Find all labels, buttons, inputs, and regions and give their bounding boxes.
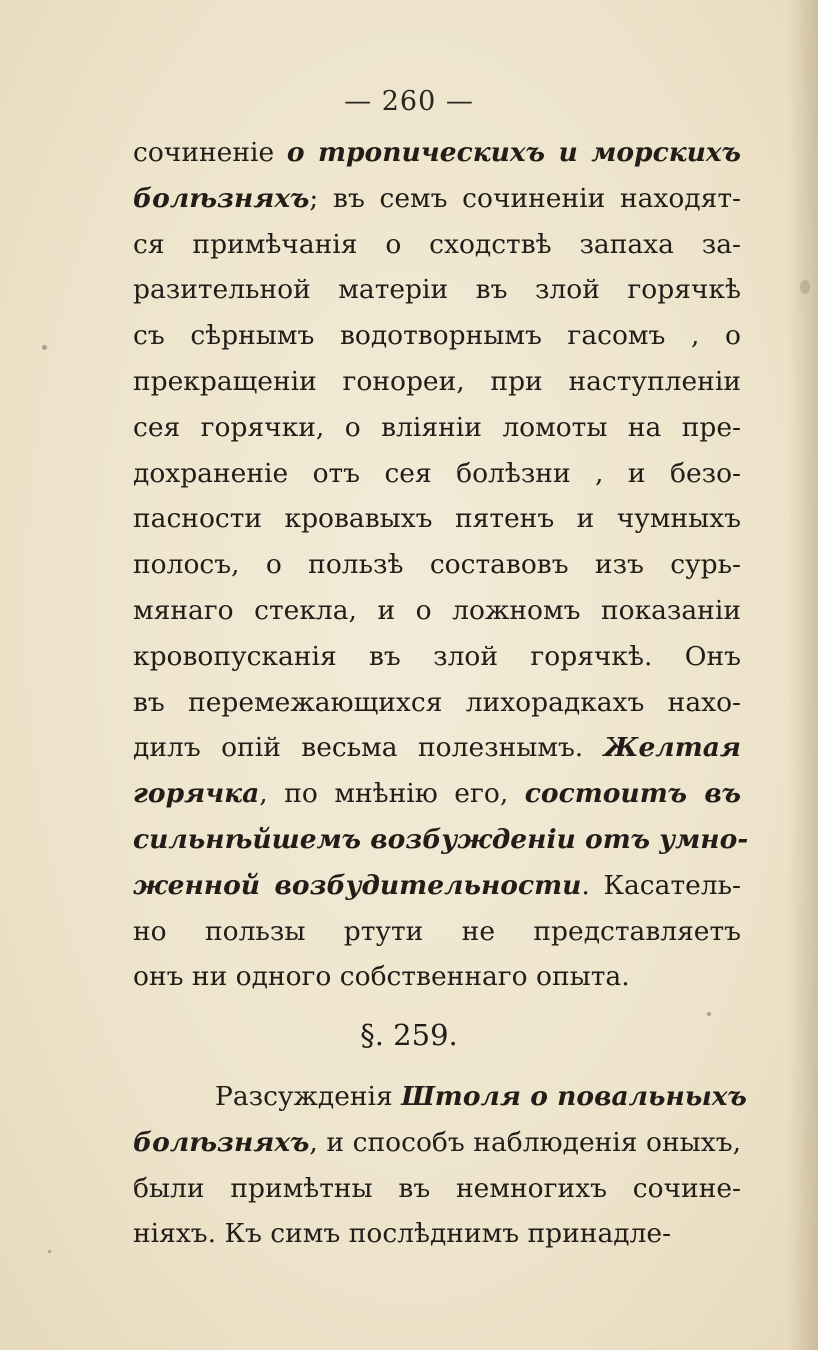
text-segment: . Касатель-	[581, 869, 742, 901]
text-segment: Разсужденія	[215, 1081, 402, 1112]
text-line	[133, 863, 741, 909]
paper-speck	[48, 1250, 51, 1253]
page-number: — 260 —	[344, 86, 474, 117]
text-line	[133, 954, 741, 1000]
text-line	[133, 405, 741, 451]
italic-text: болѣзняхъ	[133, 1126, 310, 1158]
text-segment: были примѣтны въ немногихъ сочине-	[133, 1172, 741, 1204]
text-line	[133, 1166, 741, 1212]
paragraph-1	[133, 130, 749, 1000]
text-line	[133, 1074, 747, 1120]
paper-speck	[42, 345, 47, 350]
text-line	[133, 496, 741, 542]
text-line	[133, 725, 741, 771]
text-segment: въ перемежающихся лихорадкахъ нахо-	[133, 686, 741, 718]
text-line	[133, 817, 749, 863]
text-line	[133, 588, 741, 634]
paper-speck	[707, 1012, 711, 1016]
text-line	[133, 1211, 741, 1257]
text-line	[133, 359, 741, 405]
text-segment: пасности кровавыхъ пятенъ и чумныхъ	[133, 503, 741, 535]
paper-speck	[800, 280, 810, 294]
text-segment: дохраненіе отъ сея болѣзни , и безо-	[133, 457, 741, 489]
text-line	[133, 222, 741, 268]
italic-text: сильнѣйшемъ возбужденіи отъ умно-	[133, 823, 749, 855]
paragraph-2	[133, 1074, 747, 1257]
italic-text: о тропическихъ и морскихъ	[286, 137, 741, 168]
text-line	[133, 771, 741, 817]
text-line	[133, 176, 741, 222]
italic-text: женной возбудительности	[133, 869, 582, 901]
section-heading: §. 259.	[360, 1018, 458, 1052]
italic-text: Желтая	[603, 732, 741, 764]
text-segment: но пользы ртути не представляетъ	[133, 915, 741, 947]
text-line	[133, 909, 741, 955]
text-line	[133, 313, 741, 359]
text-line	[133, 680, 741, 726]
text-line	[133, 451, 741, 497]
text-line	[133, 542, 741, 588]
text-segment: мянаго стекла, и о ложномъ показаніи	[133, 594, 741, 626]
text-segment: дилъ опій весьма полезнымъ.	[133, 732, 604, 764]
text-segment: онъ ни одного собственнаго опыта.	[133, 961, 630, 993]
italic-text: состоитъ въ	[524, 778, 741, 810]
italic-text: Штоля о повальныхъ	[401, 1081, 747, 1112]
text-segment: съ сѣрнымъ водотворнымъ гасомъ , о	[133, 320, 741, 352]
page-edge-shadow	[788, 0, 818, 1350]
text-segment: , по мнѣнію его,	[259, 778, 525, 810]
text-line	[133, 267, 741, 313]
text-segment: полосъ, о пользѣ составовъ изъ сурь-	[133, 549, 741, 581]
text-segment: сея горячки, о вліяніи ломоты на пре-	[133, 411, 741, 443]
italic-text: болѣзняхъ	[133, 182, 310, 214]
text-segment: сочиненіе	[133, 137, 287, 168]
text-segment: кровопусканія въ злой горячкѣ. Онъ	[133, 640, 741, 672]
text-segment: разительной матеріи въ злой горячкѣ	[133, 274, 741, 306]
text-line	[133, 634, 741, 680]
text-line	[133, 130, 741, 176]
text-segment: ; въ семъ сочиненіи находят-	[309, 182, 741, 214]
text-segment: прекращеніи гонореи, при наступленіи	[133, 365, 741, 397]
text-segment: , и способъ наблюденія оныхъ,	[309, 1126, 741, 1158]
text-segment: ніяхъ. Къ симъ послѣднимъ принадле-	[133, 1218, 672, 1250]
text-line	[133, 1120, 741, 1166]
text-segment: ся примѣчанія о сходствѣ запаха за-	[133, 228, 741, 260]
italic-text: горячка	[133, 778, 260, 810]
